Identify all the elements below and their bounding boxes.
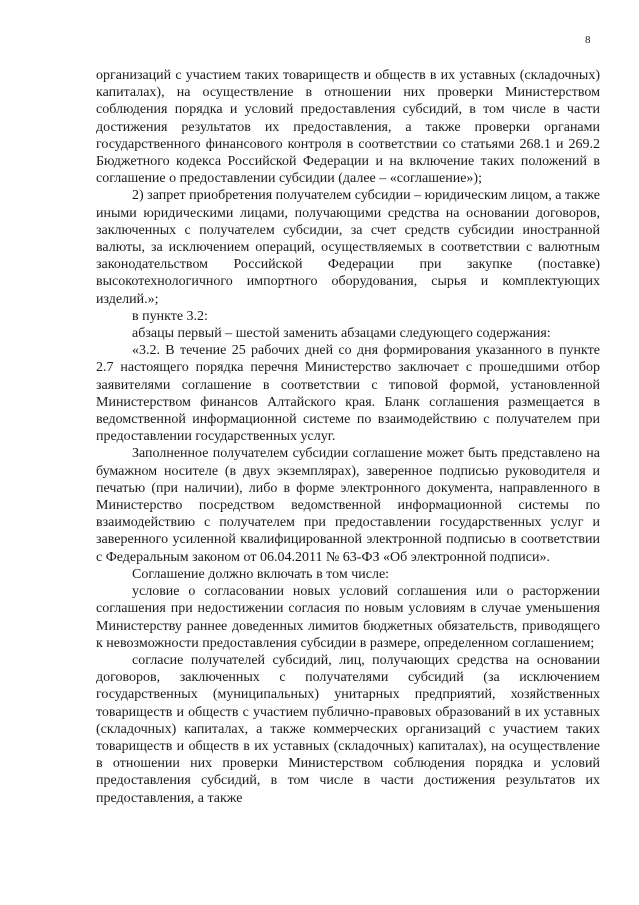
page-number: 8 [585,34,591,46]
paragraph: 2) запрет приобретения получателем субсидии – юридическим лицом, а также иными юридическими лицами, получающими средства на основании договоров, заключенных с получателем субсидии, за счет средств субсидии иностранной валюты, за исключением операций, осуществляемых в соответствии с валютным законодательством Российской Федерации при закупке (поставке) высокотехнологичного импортного оборудования, сырья и комплектующих изделий.»; [96,188,600,307]
paragraph: абзацы первый – шестой заменить абзацами следующего содержания: [132,326,551,342]
paragraph: Заполненное получателем субсидии соглашение может быть представлено на бумажном носителе (в двух экземплярах), заверенное подписью руководителя и печатью (при наличии), либо в форме электронного документа, направленного в Министерство посредством ведомственной информационной системы по взаимодействию с получателем при предоставлении государственных услуг и заверенного усиленной квалифицированной электронной подписью в соответствии с Федеральным законом от 06.04.2011 № 63-ФЗ «Об электронной подписи». [96,446,600,565]
paragraph: «3.2. В течение 25 рабочих дней со дня формирования указанного в пункте 2.7 настоящего порядка перечня Министерство заключает с прошедшими отбор заявителями соглашение в соответствии с типовой формой, установленной Министерством финансов Алтайского края. Бланк соглашения размещается в ведомственной информационной системе по взаимодействию с получателем при предоставлении государственных услуг. [96,343,600,445]
document-body [96,67,600,807]
paragraph: в пункте 3.2: [132,308,208,324]
paragraph: организаций с участием таких товариществ и обществ в их уставных (складочных) капиталах), на осуществление в отношении них проверки Министерством соблюдения порядка и условий предоставления субсидий, в том числе в части достижения результатов их предоставления, а также проверки органами государственного финансового контроля в соответствии со статьями 268.1 и 269.2 Бюджетного кодекса Российской Федерации и на включение таких положений в соглашение о предоставлении субсидии (далее – «соглашение»); [96,68,600,187]
paragraph: Соглашение должно включать в том числе: [132,566,390,582]
paragraph: условие о согласовании новых условий соглашения или о расторжении соглашения при недостижении согласия по новым условиям в случае уменьшения Министерству раннее доведенных лимитов бюджетных обязательств, приводящего к невозможности предоставления субсидии в размере, определенном соглашением; [96,584,600,651]
paragraph: согласие получателей субсидий, лиц, получающих средства на основании договоров, заключенных с получателями субсидий (за исключением государственных (муниципальных) унитарных предприятий, хозяйственных товариществ и обществ с участием публично-правовых образований в их уставных (складочных) капиталах, а также коммерческих организаций с участием таких товариществ и обществ в их уставных (складочных) капиталах), на осуществление в отношении них проверки Министерством соблюдения порядка и условий предоставления субсидий, в том числе в части достижения результатов их предоставления, а также [96,652,600,806]
